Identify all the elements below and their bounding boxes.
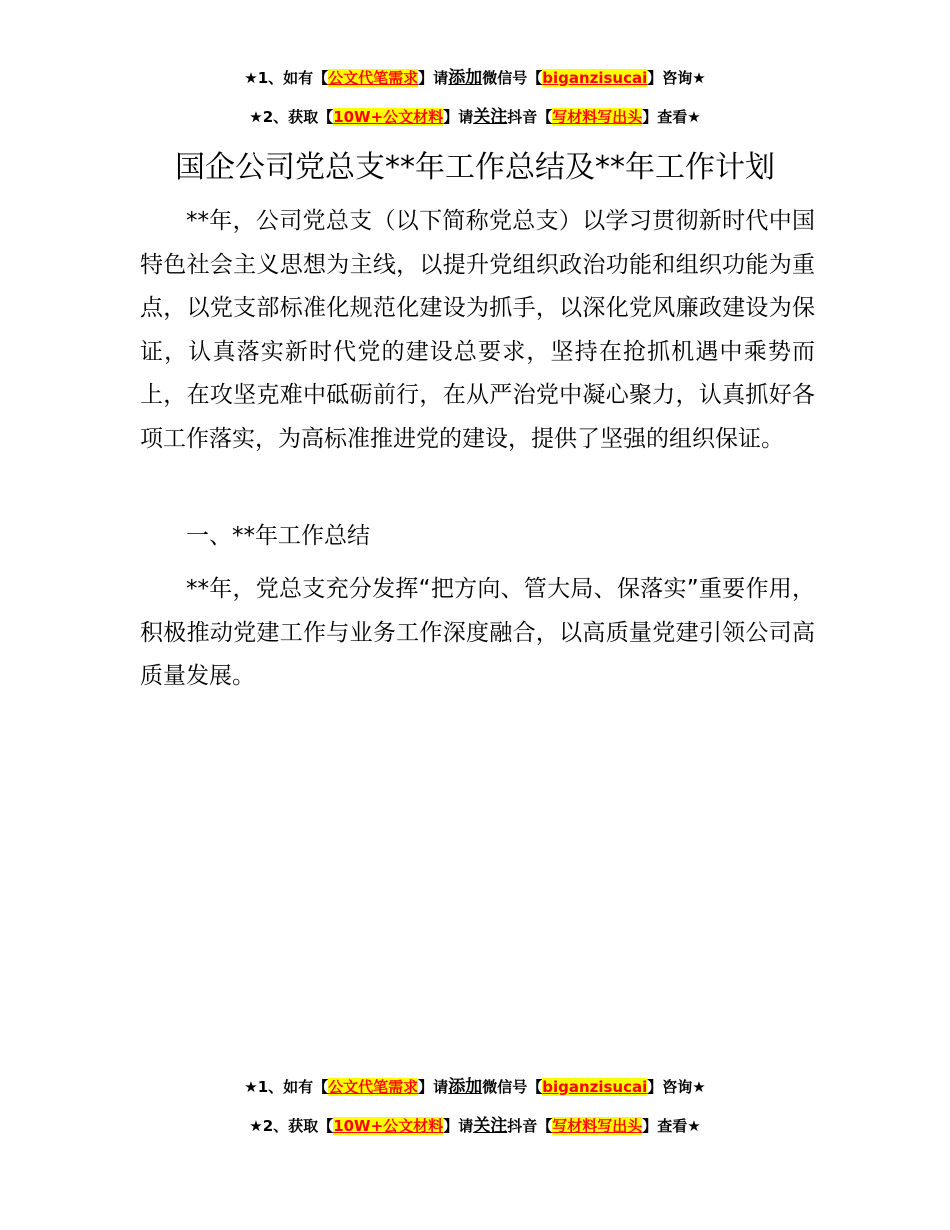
paragraph-summary: [140, 568, 815, 699]
promo-highlight-materials: 10W+公文材料: [333, 1117, 444, 1135]
promo-line-1-bottom: [0, 1076, 950, 1098]
promo-text: 抖音【: [507, 1117, 553, 1135]
promo-prefix: ★1、如有【: [244, 1078, 329, 1096]
document-title: 国企公司党总支**年工作总结及**年工作计划: [175, 150, 775, 185]
promo-text: 】请: [418, 69, 449, 87]
promo-emphasis: 添加: [448, 68, 483, 88]
promo-line-1-top: [0, 67, 950, 89]
promo-emphasis: 添加: [448, 1077, 483, 1097]
promo-highlight-materials: 10W+公文材料: [333, 108, 444, 126]
promo-line-2-top: [0, 106, 950, 128]
promo-text: 】请: [443, 108, 474, 126]
paragraph-text: **年，党总支充分发挥“把方向、管大局、保落实”重要作用，积极推动党建工作与业务工作深度融合，以高质量党建引领公司高质量发展。: [140, 576, 815, 690]
section-heading: [140, 515, 815, 559]
promo-text: 微信号【: [482, 1078, 543, 1096]
promo-highlight-wechat: biganzisucai: [542, 1078, 648, 1096]
paragraph-intro: [140, 200, 815, 462]
promo-prefix: ★2、获取【: [249, 108, 334, 126]
promo-highlight-service: 公文代笔需求: [328, 69, 419, 87]
paragraph-text: **年，公司党总支（以下简称党总支）以学习贯彻新时代中国特色社会主义思想为主线，以提升党组织政治功能和组织功能为重点，以党支部标准化规范化建设为抓手，以深化党风廉政建设为保证，认真落实新时代党的建设总要求，坚持在抢抓机遇中乘势而上，在攻坚克难中砥砺前行，在从严治党中凝心聚力，认真抓好各项工作落实，为高标准推进党的建设，提供了坚强的组织保证。: [140, 208, 815, 452]
promo-text: 微信号【: [482, 69, 543, 87]
promo-highlight-douyin: 写材料写出头: [552, 1117, 643, 1135]
promo-suffix: 】咨询★: [647, 1078, 706, 1096]
section-heading-text: 一、**年工作总结: [186, 523, 370, 549]
promo-prefix: ★2、获取【: [249, 1117, 334, 1135]
promo-suffix: 】咨询★: [647, 69, 706, 87]
promo-text: 】请: [443, 1117, 474, 1135]
promo-suffix: 】查看★: [642, 108, 701, 126]
promo-text: 】请: [418, 1078, 449, 1096]
promo-line-2-bottom: [0, 1115, 950, 1137]
promo-highlight-service: 公文代笔需求: [328, 1078, 419, 1096]
promo-prefix: ★1、如有【: [244, 69, 329, 87]
promo-highlight-wechat: biganzisucai: [542, 69, 648, 87]
promo-highlight-douyin: 写材料写出头: [552, 108, 643, 126]
promo-emphasis: 关注: [473, 1116, 508, 1136]
promo-text: 抖音【: [507, 108, 553, 126]
promo-suffix: 】查看★: [642, 1117, 701, 1135]
promo-emphasis: 关注: [473, 107, 508, 127]
